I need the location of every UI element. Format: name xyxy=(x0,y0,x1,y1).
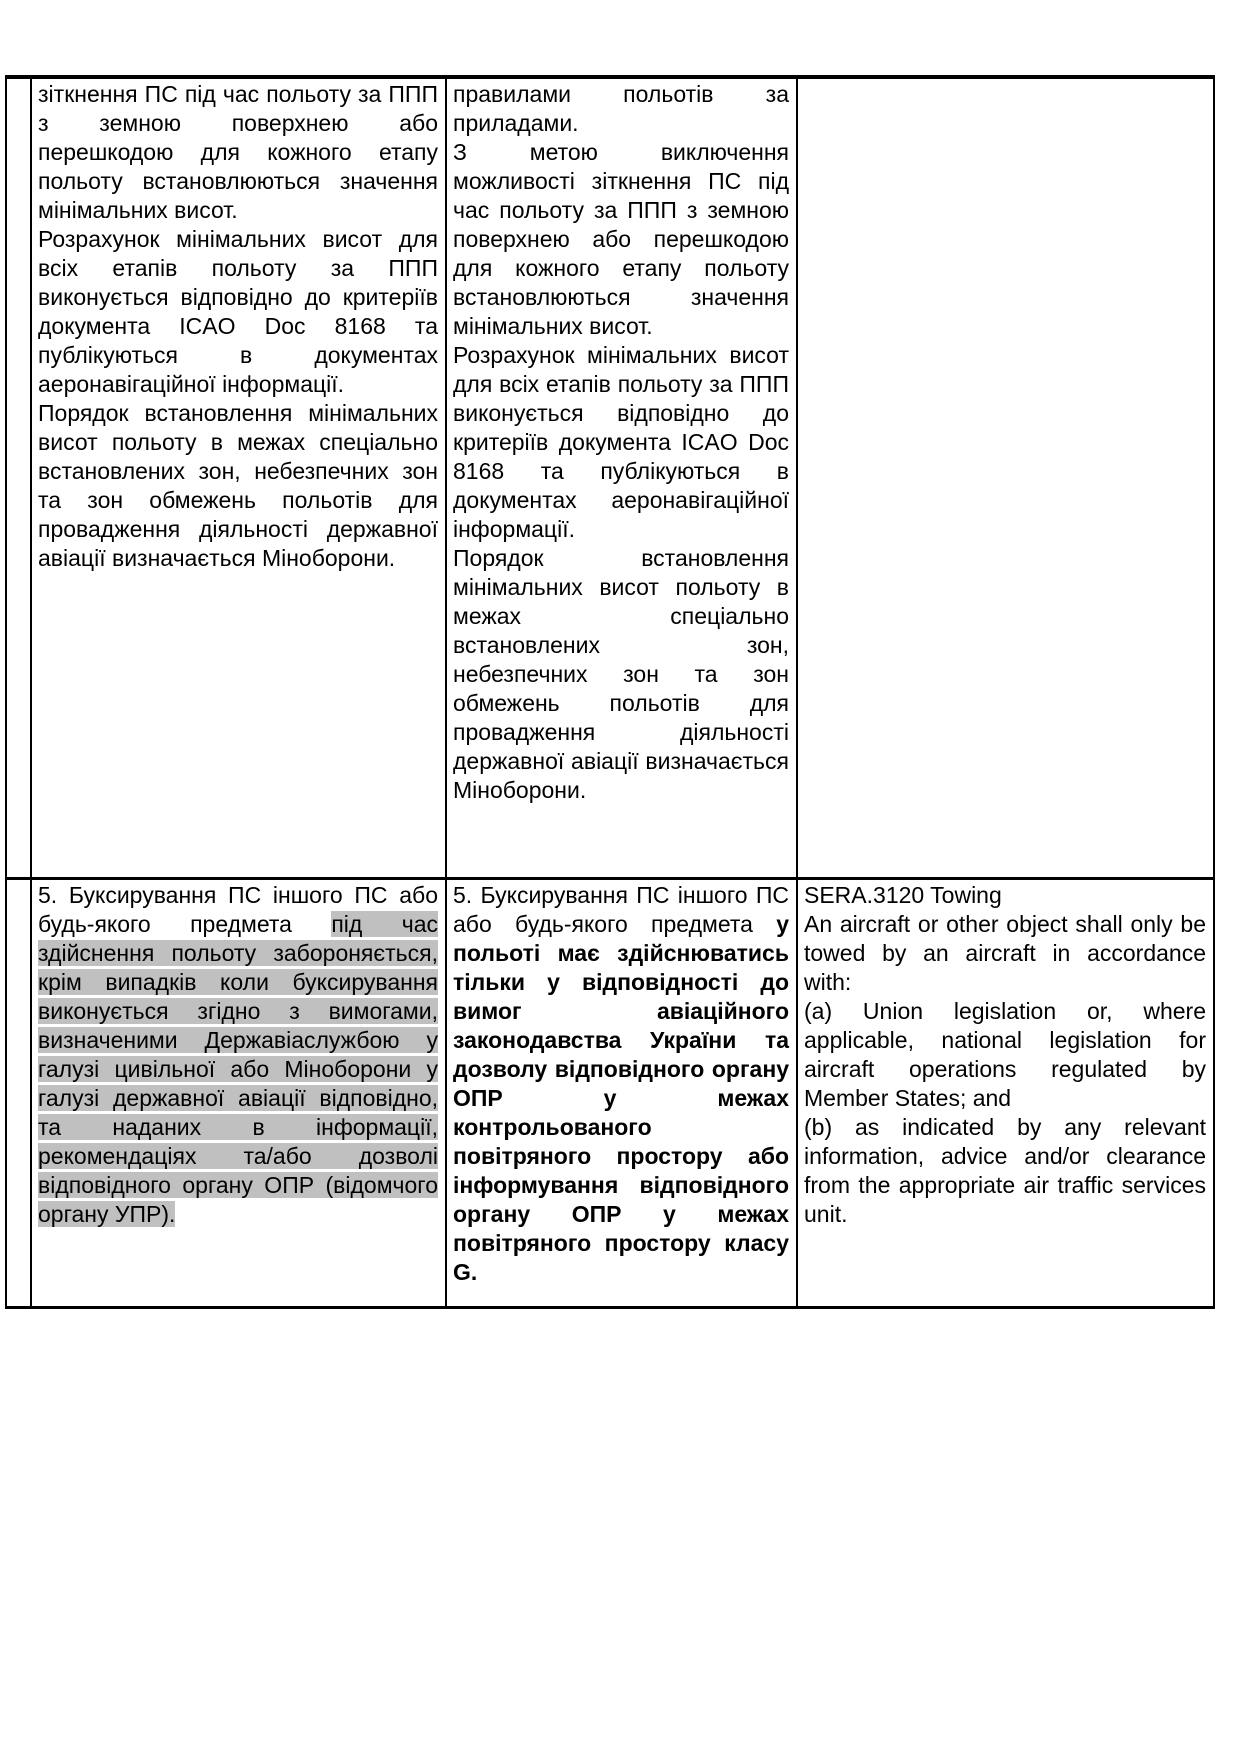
highlighted-text-segment: під час здійснення польоту забороняється, крім випадків коли буксирування виконується згідно з вимогами, визначеними Державіаслужбою у галузі цивільної або Міноборони у галузі державної авіації відповідно, та наданих в інформації, рекомендаціях та/або дозволі відповідного органу ОПР (відомчого органу УПР). xyxy=(38,910,438,1227)
text-segment: правилами польотів за приладами. xyxy=(453,81,789,136)
text-segment: (b) as indicated by any relevant information, advice and/or clearance from the appropriate air traffic services unit. xyxy=(804,1113,1206,1227)
cell-row-marker xyxy=(6,878,31,1307)
text-segment: An aircraft or other object shall only be towed by an aircraft in accordance with: xyxy=(804,910,1206,995)
paragraph xyxy=(453,138,789,341)
paragraph xyxy=(453,881,789,1287)
paragraph xyxy=(804,881,1206,910)
paragraph xyxy=(38,399,438,573)
paragraph xyxy=(804,910,1206,997)
cell-row-marker xyxy=(6,77,31,878)
table-row-towing xyxy=(6,878,1214,1307)
comparison-table xyxy=(5,75,1215,1309)
text-segment: зіткнення ПС під час польоту за ППП з земною поверхнею або перешкодою для кожного етапу польоту встановлюються значення мінімальних висот. xyxy=(38,81,438,223)
paragraph xyxy=(38,881,438,1229)
paragraph xyxy=(804,1113,1206,1229)
paragraph xyxy=(38,80,438,225)
text-segment: 5. Буксирування ПС іншого ПС або будь-якого предмета xyxy=(453,881,789,937)
text-segment: 5. Буксирування ПС іншого ПС або будь-якого предмета xyxy=(38,881,438,937)
text-segment: (a) Union legislation or, where applicable, national legislation for aircraft operations regulated by Member States; and xyxy=(804,997,1206,1111)
text-segment: Розрахунок мінімальних висот для всіх етапів польоту за ППП виконується відповідно до критеріїв документа ICAO Doc 8168 та публікуються в документах аеронавігаційної інформації. xyxy=(38,226,438,397)
paragraph xyxy=(453,80,789,138)
cell-ua-proposed-rules xyxy=(446,77,797,878)
cell-sera-reference-empty xyxy=(797,77,1214,878)
cell-ua-proposed-rules xyxy=(446,878,797,1307)
cell-ua-current-rules xyxy=(31,878,446,1307)
text-segment: SERA.3120 Towing xyxy=(804,881,1002,908)
text-segment: Розрахунок мінімальних висот для всіх етапів польоту за ППП виконується відповідно до критеріїв документа ICAO Doc 8168 та публікуються в документах аеронавігаційної інформації. xyxy=(453,342,789,542)
text-segment: З метою виключення можливості зіткнення ПС під час польоту за ППП з земною поверхнею або перешкодою для кожного етапу польоту встановлюються значення мінімальних висот. xyxy=(453,139,789,339)
cell-sera-reference xyxy=(797,878,1214,1307)
bold-text-segment: у польоті має здійснюватись тільки у відповідності до вимог авіаційного законодавства України та дозволу відповідного органу ОПР у межах контрольованого повітряного простору або інформування відповідного органу ОПР у межах повітряного простору класу G. xyxy=(453,910,789,1285)
text-segment: Порядок встановлення мінімальних висот польоту в межах спеціально встановлених зон, небезпечних зон та зон обмежень польотів для провадження діяльності державної авіації визначається Міноборони. xyxy=(38,400,438,571)
cell-ua-current-rules xyxy=(31,77,446,878)
paragraph xyxy=(453,341,789,544)
paragraph xyxy=(453,544,789,805)
table-row-minimum-heights xyxy=(6,77,1214,878)
paragraph xyxy=(804,997,1206,1113)
text-segment: Порядок встановлення мінімальних висот польоту в межах спеціально встановлених зон, небезпечних зон та зон обмежень польотів для провадження діяльності державної авіації визначається Міноборони. xyxy=(453,545,789,803)
paragraph xyxy=(38,225,438,399)
